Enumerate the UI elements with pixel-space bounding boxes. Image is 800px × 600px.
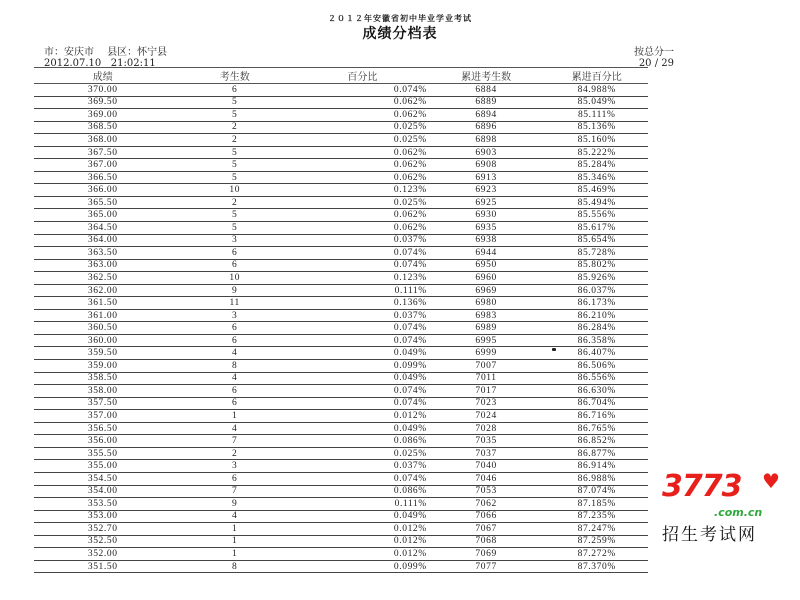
cell-percent: 0.086% — [298, 435, 427, 448]
cell-cumulative-percent: 85.111% — [545, 109, 648, 122]
cell-cumulative-count: 7046 — [427, 472, 546, 485]
cell-cumulative-count: 6898 — [427, 134, 546, 147]
cell-cumulative-percent: 86.988% — [545, 472, 648, 485]
watermark-number: 3773 — [662, 469, 742, 504]
cell-count: 6 — [171, 84, 298, 97]
cell-cumulative-count: 6930 — [427, 209, 546, 222]
cell-count: 3 — [171, 460, 298, 473]
table-row — [34, 523, 648, 536]
table-row — [34, 372, 648, 385]
header-cumulative-count: 累进考生数 — [427, 68, 546, 84]
cell-score: 369.00 — [34, 109, 171, 122]
sort-label: 按总分一 — [634, 47, 674, 58]
table-row — [34, 309, 648, 322]
cell-cumulative-percent: 85.222% — [545, 146, 648, 159]
cell-score: 355.50 — [34, 447, 171, 460]
cell-percent: 0.074% — [298, 397, 427, 410]
cell-cumulative-count: 6913 — [427, 171, 546, 184]
meta-info — [44, 47, 177, 69]
cell-count: 4 — [171, 510, 298, 523]
cell-count: 5 — [171, 171, 298, 184]
cell-percent: 0.074% — [298, 259, 427, 272]
table-row — [34, 297, 648, 310]
cell-cumulative-percent: 86.556% — [545, 372, 648, 385]
heart-icon: ♥ — [762, 469, 780, 493]
watermark-logo — [662, 470, 798, 560]
cell-cumulative-percent: 86.210% — [545, 309, 648, 322]
cell-score: 351.50 — [34, 560, 171, 573]
cell-percent: 0.111% — [298, 284, 427, 297]
cell-score: 366.00 — [34, 184, 171, 197]
cell-count: 4 — [171, 422, 298, 435]
cell-cumulative-count: 7053 — [427, 485, 546, 498]
cell-cumulative-percent: 86.765% — [545, 422, 648, 435]
page-number: 20 / 29 — [638, 58, 674, 69]
table-row — [34, 322, 648, 335]
cell-count: 6 — [171, 385, 298, 398]
score-table — [34, 67, 648, 573]
cell-cumulative-count: 7068 — [427, 535, 546, 548]
cell-cumulative-count: 7023 — [427, 397, 546, 410]
cell-cumulative-count: 7077 — [427, 560, 546, 573]
cell-score: 357.00 — [34, 410, 171, 423]
cell-count: 4 — [171, 347, 298, 360]
cell-score: 354.00 — [34, 485, 171, 498]
cell-count: 4 — [171, 372, 298, 385]
table-row — [34, 84, 648, 97]
cell-percent: 0.062% — [298, 146, 427, 159]
cell-score: 352.00 — [34, 548, 171, 561]
cell-cumulative-count: 6908 — [427, 159, 546, 172]
cell-cumulative-count: 7066 — [427, 510, 546, 523]
table-row — [34, 234, 648, 247]
cell-cumulative-percent: 87.247% — [545, 523, 648, 536]
cell-percent: 0.037% — [298, 460, 427, 473]
cell-cumulative-percent: 85.469% — [545, 184, 648, 197]
cell-score: 358.50 — [34, 372, 171, 385]
cell-percent: 0.074% — [298, 385, 427, 398]
cell-cumulative-percent: 86.037% — [545, 284, 648, 297]
cell-percent: 0.099% — [298, 560, 427, 573]
cell-percent: 0.062% — [298, 222, 427, 235]
cell-percent: 0.123% — [298, 272, 427, 285]
table-header-row — [34, 68, 648, 84]
cell-cumulative-percent: 85.926% — [545, 272, 648, 285]
cell-cumulative-percent: 85.654% — [545, 234, 648, 247]
table-row — [34, 535, 648, 548]
table-row — [34, 422, 648, 435]
cell-count: 6 — [171, 259, 298, 272]
exam-subtitle: ２０１２年安徽省初中毕业学业考试 — [328, 13, 472, 23]
cell-score: 363.00 — [34, 259, 171, 272]
table-row — [34, 435, 648, 448]
cell-cumulative-percent: 86.914% — [545, 460, 648, 473]
cell-score: 359.00 — [34, 360, 171, 373]
table-row — [34, 472, 648, 485]
cell-cumulative-count: 6999 — [427, 347, 546, 360]
cell-percent: 0.074% — [298, 84, 427, 97]
table-row — [34, 385, 648, 398]
cell-cumulative-count: 7011 — [427, 372, 546, 385]
cell-score: 367.50 — [34, 146, 171, 159]
cell-cumulative-count: 7035 — [427, 435, 546, 448]
table-row — [34, 510, 648, 523]
cell-cumulative-count: 6896 — [427, 121, 546, 134]
table-row — [34, 259, 648, 272]
cell-cumulative-count: 7062 — [427, 498, 546, 511]
cell-cumulative-percent: 86.630% — [545, 385, 648, 398]
table-row — [34, 397, 648, 410]
cell-percent: 0.123% — [298, 184, 427, 197]
table-row — [34, 360, 648, 373]
header-cumulative-percent: 累进百分比 — [545, 68, 648, 84]
cell-cumulative-percent: 85.802% — [545, 259, 648, 272]
cell-count: 2 — [171, 196, 298, 209]
cell-percent: 0.049% — [298, 372, 427, 385]
header-score: 成绩 — [34, 68, 171, 84]
cell-cumulative-percent: 85.556% — [545, 209, 648, 222]
cell-count: 1 — [171, 548, 298, 561]
cell-cumulative-count: 6938 — [427, 234, 546, 247]
cell-cumulative-count: 7028 — [427, 422, 546, 435]
cell-score: 364.50 — [34, 222, 171, 235]
cell-percent: 0.062% — [298, 96, 427, 109]
cell-percent: 0.111% — [298, 498, 427, 511]
cell-percent: 0.012% — [298, 523, 427, 536]
page-title: 成绩分档表 — [362, 26, 438, 42]
table-row — [34, 109, 648, 122]
cell-count: 9 — [171, 498, 298, 511]
cell-cumulative-percent: 85.136% — [545, 121, 648, 134]
cell-cumulative-percent: 85.049% — [545, 96, 648, 109]
cell-count: 5 — [171, 159, 298, 172]
table-row — [34, 410, 648, 423]
cell-count: 5 — [171, 146, 298, 159]
cell-percent: 0.049% — [298, 422, 427, 435]
cell-count: 2 — [171, 447, 298, 460]
table-row — [34, 548, 648, 561]
table-row — [34, 121, 648, 134]
table-row — [34, 272, 648, 285]
table-row — [34, 460, 648, 473]
cell-count: 5 — [171, 109, 298, 122]
cell-cumulative-percent: 86.716% — [545, 410, 648, 423]
cell-cumulative-count: 6989 — [427, 322, 546, 335]
cell-cumulative-count: 6925 — [427, 196, 546, 209]
table-row — [34, 171, 648, 184]
cell-count: 11 — [171, 297, 298, 310]
table-row — [34, 222, 648, 235]
cell-score: 352.70 — [34, 523, 171, 536]
cell-percent: 0.062% — [298, 159, 427, 172]
cell-percent: 0.062% — [298, 171, 427, 184]
cell-cumulative-percent: 86.704% — [545, 397, 648, 410]
table-row — [34, 334, 648, 347]
cell-cumulative-percent: 85.494% — [545, 196, 648, 209]
cell-cumulative-percent: 87.074% — [545, 485, 648, 498]
table-row — [34, 560, 648, 573]
cell-score: 370.00 — [34, 84, 171, 97]
cell-score: 357.50 — [34, 397, 171, 410]
cell-cumulative-percent: 86.284% — [545, 322, 648, 335]
cell-percent: 0.025% — [298, 121, 427, 134]
cell-count: 5 — [171, 222, 298, 235]
cell-score: 360.50 — [34, 322, 171, 335]
cell-cumulative-count: 6980 — [427, 297, 546, 310]
cell-count: 1 — [171, 535, 298, 548]
cell-cumulative-percent: 85.160% — [545, 134, 648, 147]
table-row — [34, 247, 648, 260]
cell-cumulative-percent: 87.185% — [545, 498, 648, 511]
table-row — [34, 96, 648, 109]
cell-cumulative-count: 6884 — [427, 84, 546, 97]
cell-count: 10 — [171, 272, 298, 285]
meta-right — [634, 47, 674, 69]
cell-count: 1 — [171, 410, 298, 423]
cell-percent: 0.025% — [298, 196, 427, 209]
cell-percent: 0.074% — [298, 472, 427, 485]
cell-score: 356.00 — [34, 435, 171, 448]
scan-speck — [552, 348, 556, 351]
table-row — [34, 284, 648, 297]
cell-cumulative-count: 7069 — [427, 548, 546, 561]
header-count: 考生数 — [171, 68, 298, 84]
table-row — [34, 209, 648, 222]
cell-cumulative-count: 6960 — [427, 272, 546, 285]
cell-score: 356.50 — [34, 422, 171, 435]
cell-score: 362.50 — [34, 272, 171, 285]
cell-score: 362.00 — [34, 284, 171, 297]
cell-count: 6 — [171, 247, 298, 260]
cell-cumulative-percent: 87.272% — [545, 548, 648, 561]
cell-count: 8 — [171, 360, 298, 373]
cell-count: 6 — [171, 334, 298, 347]
cell-cumulative-percent: 84.988% — [545, 84, 648, 97]
table-row — [34, 498, 648, 511]
cell-cumulative-percent: 85.728% — [545, 247, 648, 260]
cell-cumulative-count: 6950 — [427, 259, 546, 272]
cell-count: 6 — [171, 472, 298, 485]
cell-score: 358.00 — [34, 385, 171, 398]
cell-count: 2 — [171, 134, 298, 147]
header-percent: 百分比 — [298, 68, 427, 84]
cell-percent: 0.012% — [298, 548, 427, 561]
table-row — [34, 196, 648, 209]
cell-percent: 0.012% — [298, 535, 427, 548]
cell-percent: 0.037% — [298, 309, 427, 322]
table-row — [34, 159, 648, 172]
cell-cumulative-count: 6935 — [427, 222, 546, 235]
cell-count: 5 — [171, 209, 298, 222]
cell-score: 368.50 — [34, 121, 171, 134]
cell-cumulative-percent: 86.358% — [545, 334, 648, 347]
print-datetime: 2012.07.10 21:02:11 — [44, 58, 156, 69]
cell-cumulative-count: 6903 — [427, 146, 546, 159]
cell-cumulative-count: 6969 — [427, 284, 546, 297]
table-row — [34, 447, 648, 460]
cell-percent: 0.099% — [298, 360, 427, 373]
cell-count: 3 — [171, 234, 298, 247]
cell-percent: 0.074% — [298, 247, 427, 260]
cell-cumulative-count: 6983 — [427, 309, 546, 322]
cell-count: 9 — [171, 284, 298, 297]
cell-score: 368.00 — [34, 134, 171, 147]
cell-cumulative-count: 7017 — [427, 385, 546, 398]
cell-score: 364.00 — [34, 234, 171, 247]
cell-count: 6 — [171, 322, 298, 335]
cell-score: 354.50 — [34, 472, 171, 485]
cell-count: 3 — [171, 309, 298, 322]
cell-score: 365.00 — [34, 209, 171, 222]
watermark-domain: .com.cn — [714, 506, 763, 519]
cell-cumulative-percent: 86.506% — [545, 360, 648, 373]
cell-cumulative-percent: 85.617% — [545, 222, 648, 235]
cell-percent: 0.136% — [298, 297, 427, 310]
cell-cumulative-count: 6889 — [427, 96, 546, 109]
watermark-site-name: 招生考试网 — [662, 525, 757, 545]
table-row — [34, 184, 648, 197]
cell-score: 366.50 — [34, 171, 171, 184]
cell-cumulative-percent: 87.370% — [545, 560, 648, 573]
cell-cumulative-percent: 85.284% — [545, 159, 648, 172]
cell-cumulative-count: 7037 — [427, 447, 546, 460]
cell-percent: 0.037% — [298, 234, 427, 247]
cell-cumulative-count: 6995 — [427, 334, 546, 347]
cell-count: 7 — [171, 435, 298, 448]
cell-percent: 0.049% — [298, 347, 427, 360]
cell-score: 352.50 — [34, 535, 171, 548]
cell-score: 361.50 — [34, 297, 171, 310]
cell-cumulative-count: 6894 — [427, 109, 546, 122]
cell-percent: 0.062% — [298, 209, 427, 222]
cell-percent: 0.062% — [298, 109, 427, 122]
cell-cumulative-percent: 86.852% — [545, 435, 648, 448]
cell-count: 8 — [171, 560, 298, 573]
table-row — [34, 146, 648, 159]
cell-cumulative-count: 6944 — [427, 247, 546, 260]
cell-cumulative-percent: 86.173% — [545, 297, 648, 310]
cell-percent: 0.012% — [298, 410, 427, 423]
cell-cumulative-count: 7007 — [427, 360, 546, 373]
cell-count: 5 — [171, 96, 298, 109]
cell-count: 7 — [171, 485, 298, 498]
cell-score: 367.00 — [34, 159, 171, 172]
cell-score: 363.50 — [34, 247, 171, 260]
cell-cumulative-percent: 87.235% — [545, 510, 648, 523]
cell-cumulative-count: 7024 — [427, 410, 546, 423]
cell-percent: 0.086% — [298, 485, 427, 498]
cell-percent: 0.074% — [298, 322, 427, 335]
cell-score: 365.50 — [34, 196, 171, 209]
cell-cumulative-percent: 86.407% — [545, 347, 648, 360]
cell-score: 353.50 — [34, 498, 171, 511]
cell-score: 359.50 — [34, 347, 171, 360]
county-label: 县区：怀宁县 — [107, 47, 168, 58]
cell-score: 355.00 — [34, 460, 171, 473]
cell-count: 1 — [171, 523, 298, 536]
cell-score: 361.00 — [34, 309, 171, 322]
table-row — [34, 134, 648, 147]
cell-cumulative-count: 6923 — [427, 184, 546, 197]
cell-percent: 0.074% — [298, 334, 427, 347]
cell-score: 369.50 — [34, 96, 171, 109]
cell-count: 10 — [171, 184, 298, 197]
cell-cumulative-count: 7040 — [427, 460, 546, 473]
cell-score: 360.00 — [34, 334, 171, 347]
city-label: 市：安庆市 — [44, 47, 94, 58]
cell-percent: 0.049% — [298, 510, 427, 523]
cell-cumulative-count: 7067 — [427, 523, 546, 536]
cell-cumulative-percent: 85.346% — [545, 171, 648, 184]
cell-score: 353.00 — [34, 510, 171, 523]
cell-count: 2 — [171, 121, 298, 134]
cell-count: 6 — [171, 397, 298, 410]
cell-percent: 0.025% — [298, 447, 427, 460]
cell-cumulative-percent: 86.877% — [545, 447, 648, 460]
cell-percent: 0.025% — [298, 134, 427, 147]
cell-cumulative-percent: 87.259% — [545, 535, 648, 548]
table-row — [34, 485, 648, 498]
